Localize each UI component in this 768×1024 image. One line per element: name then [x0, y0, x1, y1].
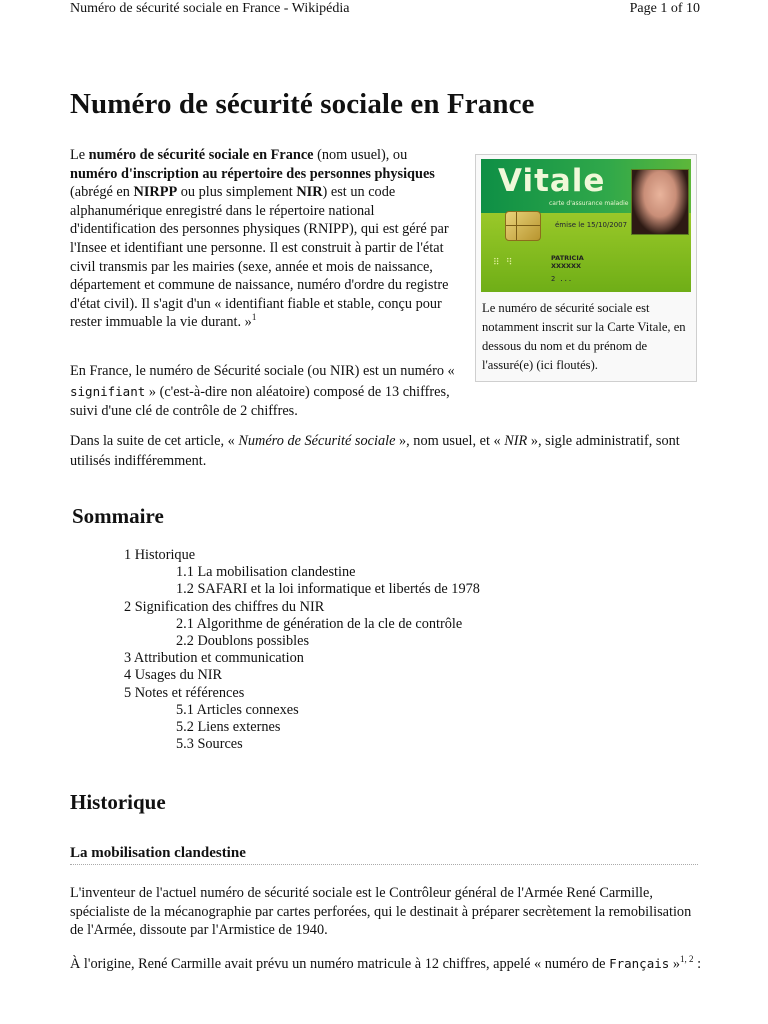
toc-item[interactable]: 1.1 La mobilisation clandestine	[176, 564, 356, 581]
figure-caption: Le numéro de sécurité sociale est notamment inscrit sur la Carte Vitale, en dessous du nom et du prénom de l'assuré(e) (ici floutés).	[482, 301, 686, 372]
paragraph-nir-definition: En France, le numéro de Sécurité sociale (ou NIR) est un numéro « signifiant » (c'est-à-dire non aléatoire) composé de 13 chiffres, suivi d'une clé de contrôle de 2 chiffres.	[70, 363, 455, 419]
infobox-figure	[475, 154, 697, 382]
toc-item[interactable]: 2 Signification des chiffres du NIR	[124, 598, 325, 615]
reference-link[interactable]: 1, 2	[680, 954, 694, 965]
toc-item[interactable]: 1.2 SAFARI et la loi informatique et libertés de 1978	[176, 581, 480, 598]
lead-paragraph: Le numéro de sécurité sociale en France (nom usuel), ou numéro d'inscription au répertoire des personnes physiques (abrégé en NIRPP ou plus simplement NIR) est un code alphanumérique enregistré dans le répertoire national d'identification des personnes physiques (RNIPP), qui est géré par l'Insee et identifiant une personne. Il est construit à partir de l'état civil transmis par les mairies (sexe, année et mois de naissance, département et commune de naissance, numéro d'ordre du registre d'état civil). Il s'agit d'un « identifiant fiable et stable, conçu pour rester immuable la vie durant. »$^1$	[70, 147, 449, 331]
chip-icon	[505, 211, 541, 241]
table-of-contents	[124, 547, 624, 753]
toc-item[interactable]: 2.1 Algorithme de génération de la cle de contrôle	[176, 615, 463, 632]
toc-item[interactable]: 3 Attribution et communication	[124, 650, 304, 667]
toc-title: Sommaire	[72, 504, 164, 528]
toc-item[interactable]: 1 Historique	[124, 547, 196, 563]
card-number: 2 ...	[551, 275, 573, 283]
card-date: émise le 15/10/2007	[555, 221, 628, 229]
section-heading-historique: Historique	[70, 790, 166, 814]
paragraph-inventeur: L'inventeur de l'actuel numéro de sécurité sociale est le Contrôleur général de l'Armée René Carmille, spécialiste de la mécanographie par cartes perforées, qui le destinait à préparer secrètement la remobilisation de l'Armée, dissoute par l'Armistice de 1940.	[70, 885, 692, 939]
toc-item[interactable]: 5.3 Sources	[176, 736, 243, 753]
paragraph-terminology: Dans la suite de cet article, « Numéro de Sécurité sociale », nom usuel, et « NIR », sigle administratif, sont utilisés indifféremment.	[70, 433, 680, 469]
holder-photo	[631, 169, 689, 235]
toc-item[interactable]: 5.1 Articles connexes	[176, 701, 299, 718]
abbr-nirpp: NIRPP	[133, 184, 178, 201]
page-header	[70, 0, 700, 22]
paragraph-origine: À l'origine, René Carmille avait prévu un numéro matricule à 12 chiffres, appelé « numéro de Français »$^{1, 2}$ :	[70, 954, 702, 972]
reference-link[interactable]: 1	[251, 312, 257, 323]
lead-term: numéro de sécurité sociale en France	[88, 147, 314, 163]
abbr-nir: NIR	[296, 184, 323, 201]
toc-item[interactable]: 2.2 Doublons possibles	[176, 633, 310, 650]
braille-icon: ⠿ ⠻	[493, 257, 515, 267]
carte-vitale-image[interactable]	[481, 159, 691, 292]
subsection-heading-mobilisation: La mobilisation clandestine	[70, 845, 698, 865]
lead-term-full: numéro d'inscription au répertoire des personnes physiques	[70, 165, 435, 182]
toc-item[interactable]: 4 Usages du NIR	[124, 667, 223, 684]
card-brand: Vitale	[498, 163, 606, 199]
card-subtitle: carte d'assurance maladie	[549, 200, 629, 207]
toc-item[interactable]: 5.2 Liens externes	[176, 719, 281, 736]
document-title: Numéro de sécurité sociale en France - Wikipédia	[70, 1, 350, 16]
toc-item[interactable]: 5 Notes et références	[124, 684, 245, 701]
card-holder-name: PATRICIA XXXXXX	[551, 254, 584, 270]
article-title: Numéro de sécurité sociale en France	[70, 88, 535, 120]
page-indicator: Page 1 of 10	[629, 1, 700, 16]
